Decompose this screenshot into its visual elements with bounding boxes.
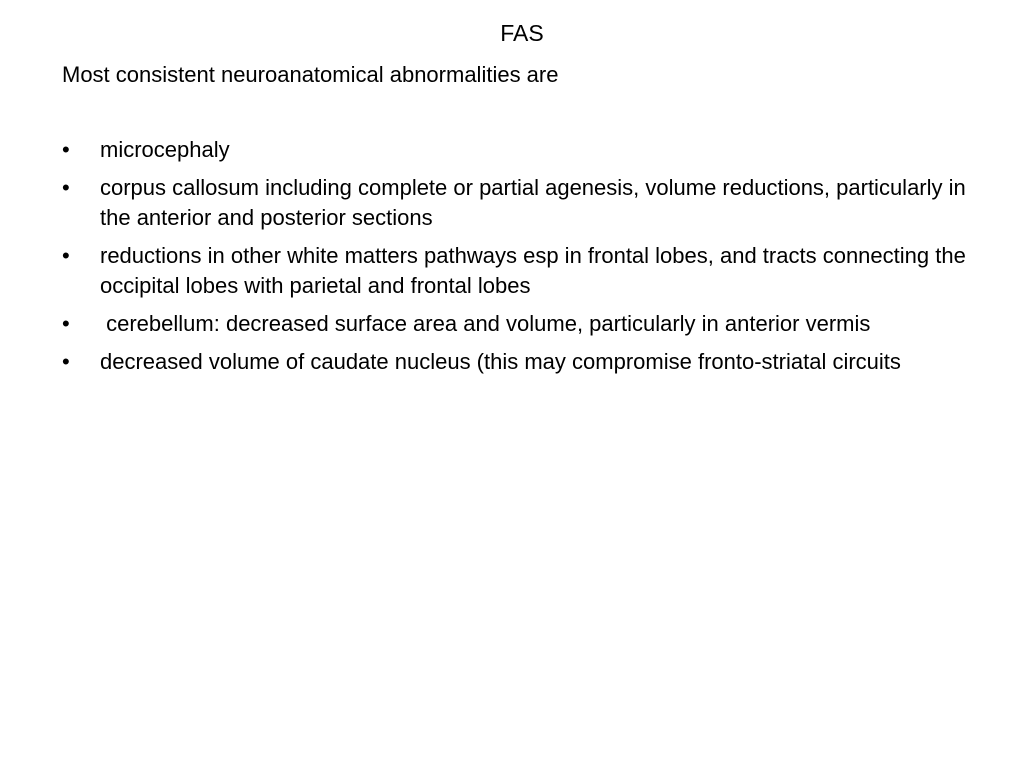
- bullet-text: cerebellum: decreased surface area and volume, particularly in anterior vermis: [100, 311, 871, 336]
- bullet-item: [62, 347, 972, 377]
- bullet-text: microcephaly: [100, 137, 230, 162]
- bullet-item: [62, 241, 972, 301]
- intro-text: Most consistent neuroanatomical abnormalities are: [62, 62, 559, 87]
- bullet-dot-icon: •: [62, 243, 70, 268]
- slide-title: FAS: [500, 20, 544, 46]
- bullet-item: [62, 135, 972, 165]
- bullet-dot-icon: •: [62, 311, 70, 336]
- bullet-item: [62, 309, 972, 339]
- bullet-text: decreased volume of caudate nucleus (this may compromise fronto-striatal circuits: [100, 349, 901, 374]
- bullet-dot-icon: •: [62, 175, 70, 200]
- bullet-dot-icon: •: [62, 137, 70, 162]
- bullet-item: [62, 173, 972, 233]
- bullet-list: [62, 135, 972, 385]
- bullet-text: reductions in other white matters pathways esp in frontal lobes, and tracts connecting the occipital lobes with parietal and frontal lobes: [100, 243, 972, 298]
- bullet-dot-icon: •: [62, 349, 70, 374]
- bullet-text: corpus callosum including complete or partial agenesis, volume reductions, particularly in the anterior and posterior sections: [100, 175, 972, 230]
